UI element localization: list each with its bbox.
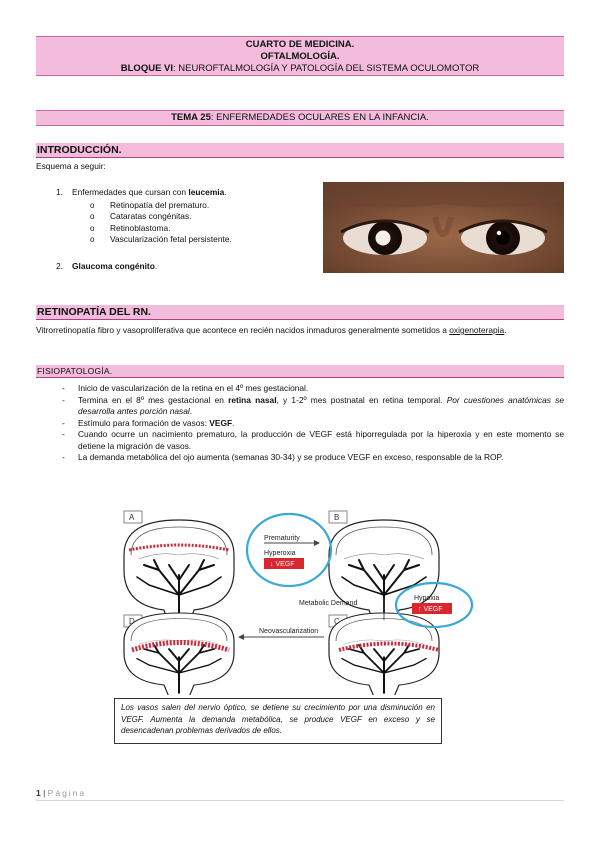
panel-label-c: C <box>334 617 340 626</box>
topic-header <box>36 110 564 126</box>
rop-definition: Vitrorretinopatía fibro y vasoproliferativa que acontece en recién nacidos inmaduros generalmente sometidos a oxigenoterapia. <box>36 325 507 335</box>
leukocoria-pupil <box>376 231 391 246</box>
intro-list <box>56 187 316 272</box>
neovascularization-label: Neovascularization <box>259 628 319 635</box>
page-label: Página <box>47 788 87 798</box>
page-number: 1 <box>36 788 41 798</box>
list-item: - La demanda metabólica del ojo aumenta (semanas 30-34) y se produce VEGF en exceso, responsable de la ROP. <box>62 452 504 462</box>
section-title-fisiopatologia: FISIOPATOLOGÍA. <box>36 365 564 378</box>
list-item: 1. Enfermedades que cursan con leucemia. <box>56 187 227 197</box>
eyes-illustration <box>323 182 564 273</box>
list-item: 2. Glaucoma congénito. <box>56 260 158 271</box>
list-item: - Termina en el 8º mes gestacional en retina nasal, y 1-2º mes postnatal en retina temporal. Por cuestiones anatómicas se desarrolla antes porción nasal. <box>62 394 564 416</box>
prematurity-label: Prematurity <box>264 535 300 542</box>
list-item: - Inicio de vascularización de la retina en el 4º mes gestacional. <box>62 383 309 393</box>
metabolic-demand-label: Metabolic Demand <box>299 600 358 607</box>
hyperoxia-label: Hyperoxia <box>264 550 296 557</box>
footer-divider <box>36 800 564 801</box>
list-item: - Estímulo para formación de vasos: VEGF. <box>62 417 235 428</box>
header-block-label: BLOQUE VI <box>120 63 174 74</box>
document-header <box>36 36 564 76</box>
section-title-introduccion: INTRODUCCIÓN. <box>36 143 564 158</box>
list-subitem: o Retinopatía del prematuro. <box>90 199 210 210</box>
list-item: - Cuando ocurre un nacimiento prematuro, la producción de VEGF está hiporregulada por la hiperoxia y en este momento se detiene la migración de vasos. <box>62 429 564 451</box>
hypoxia-label: Hypoxia <box>414 595 440 602</box>
panel-label-d: D <box>129 617 135 626</box>
fisio-list <box>62 383 564 464</box>
vegf-up-label: ↑ VEGF <box>418 606 443 613</box>
panel-label-a: A <box>129 513 135 522</box>
header-line2: OFTALMOLOGÍA. <box>260 51 340 62</box>
list-subitem: o Retinoblastoma. <box>90 222 171 233</box>
header-line1: CUARTO DE MEDICINA. <box>245 39 355 50</box>
rop-diagram <box>114 505 494 695</box>
list-subitem: o Vascularización fetal persistente. <box>90 234 232 244</box>
list-subitem: o Cataratas congénitas. <box>90 211 192 221</box>
header-block-title: : NEUROFTALMOLOGÍA Y PATOLOGÍA DEL SISTEMA OCULOMOTOR <box>173 63 480 74</box>
topic-title: : ENFERMEDADES OCULARES EN LA INFANCIA. <box>210 112 429 123</box>
page-footer: 1 | Página <box>36 788 87 798</box>
rop-pathophysiology-figure <box>114 505 494 695</box>
section-title-retinopatia: RETINOPATÍA DEL RN. <box>36 305 564 320</box>
vegf-down-label: ↓ VEGF <box>270 561 295 568</box>
topic-number: TEMA 25 <box>171 112 211 123</box>
leukocoria-photo <box>323 182 564 273</box>
intro-lead: Esquema a seguir: <box>36 161 106 171</box>
panel-label-b: B <box>334 513 340 522</box>
figure-caption: Los vasos salen del nervio óptico, se detiene su crecimiento por una disminución en VEGF. Aumenta la demanda metabólica, se produce VEGF en exceso y se desencadenan problemas derivados de ellos. <box>114 698 442 744</box>
